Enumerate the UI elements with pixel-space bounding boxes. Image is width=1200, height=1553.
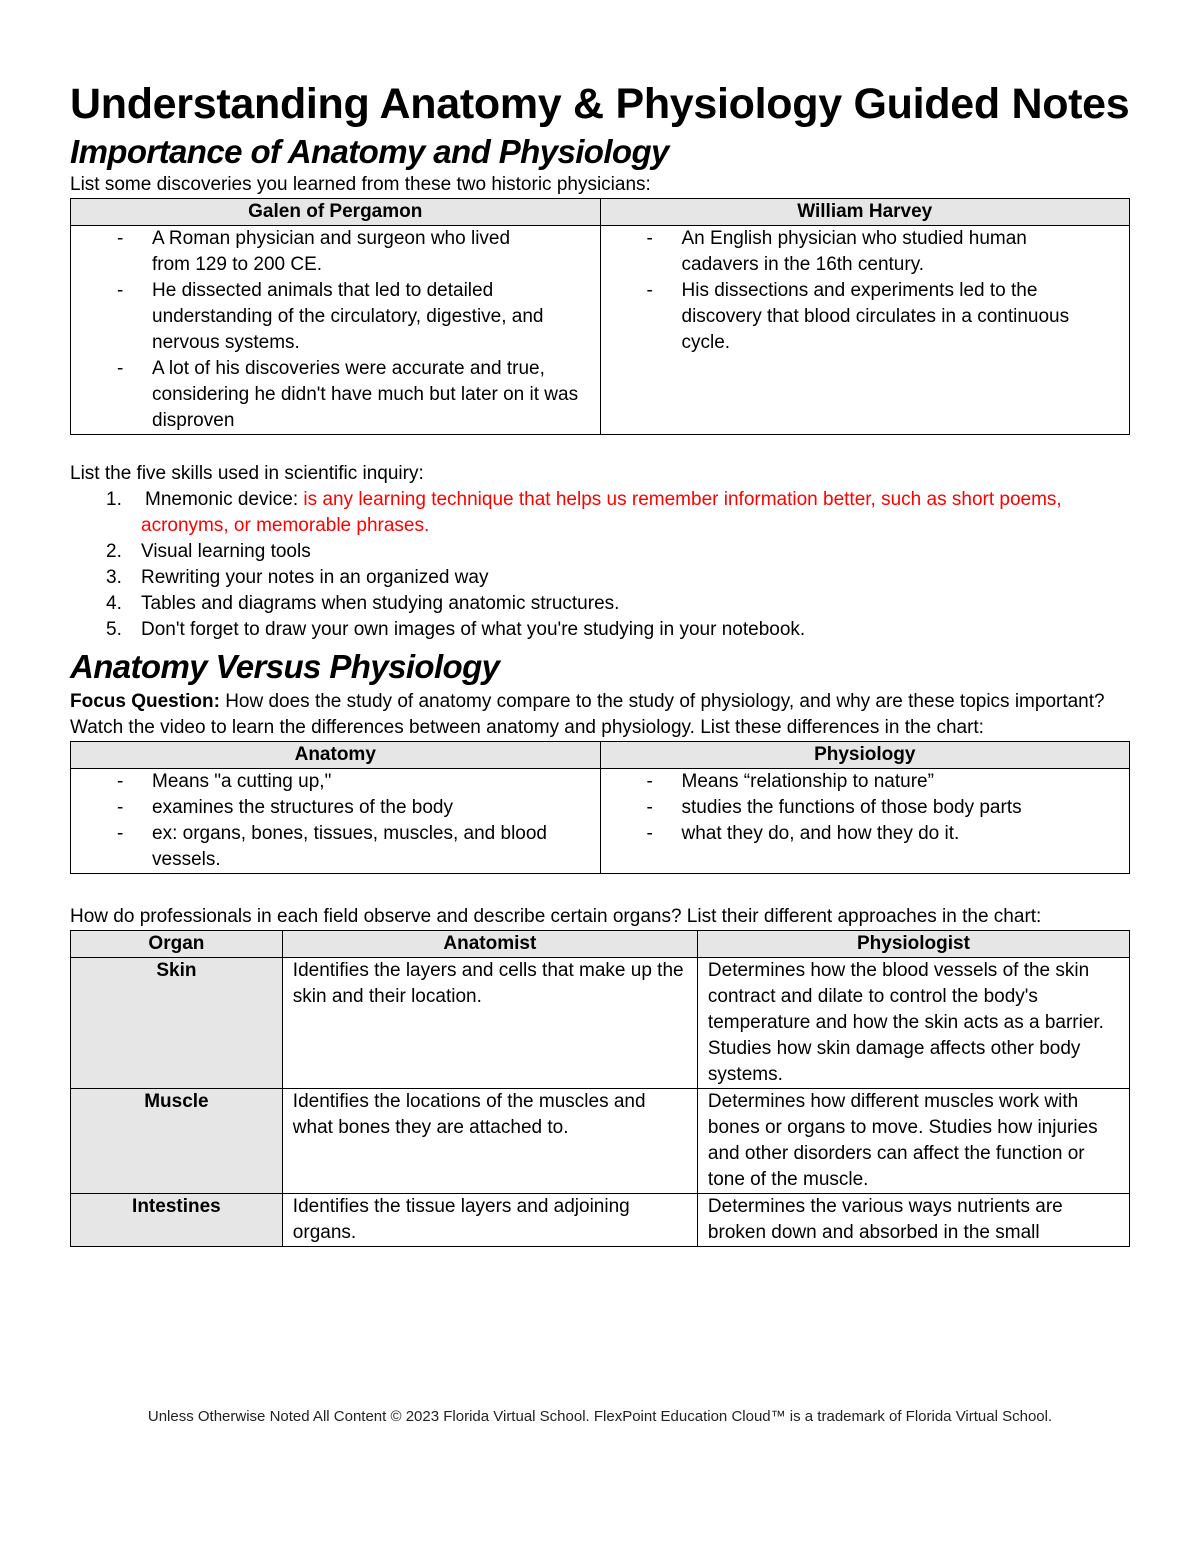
column-header-physiology: Physiology xyxy=(600,742,1130,769)
physiology-notes-list xyxy=(601,769,1122,847)
skill-number: 2. xyxy=(106,541,122,562)
video-prompt: Watch the video to learn the differences between anatomy and physiology. List these differences in the chart: xyxy=(70,717,984,738)
physicians-table xyxy=(70,198,1130,435)
column-header-harvey: William Harvey xyxy=(600,199,1130,226)
skill-number: 5. xyxy=(106,619,122,640)
skill-label: Tables and diagrams when studying anatomic structures. xyxy=(141,593,620,614)
skill-number: 4. xyxy=(106,593,122,614)
anatomist-cell: Identifies the tissue layers and adjoining organs. xyxy=(282,1194,697,1247)
list-item: - ex: organs, bones, tissues, muscles, and blood vessels. xyxy=(71,821,592,873)
organ-cell-intestines: Intestines xyxy=(71,1194,283,1247)
skill-label: Rewriting your notes in an organized way xyxy=(141,567,489,588)
physiology-notes-cell xyxy=(600,769,1130,874)
anatomist-cell: Identifies the layers and cells that make up the skin and their location. xyxy=(282,958,697,1089)
focus-question-label: Focus Question: xyxy=(70,691,220,712)
list-item: - A lot of his discoveries were accurate and true, considering he didn't have much but later on it was disproven xyxy=(71,356,592,434)
organ-cell-skin: Skin xyxy=(71,958,283,1089)
list-item: - examines the structures of the body xyxy=(71,795,592,821)
anatomy-notes-cell xyxy=(71,769,601,874)
skills-list xyxy=(70,487,1130,643)
list-item: - His dissections and experiments led to the discovery that blood circulates in a continuous cycle. xyxy=(601,278,1122,356)
organs-prompt: How do professionals in each field observe and describe certain organs? List their different approaches in the chart: xyxy=(70,906,1042,927)
harvey-notes-cell xyxy=(600,226,1130,435)
organ-cell-muscle: Muscle xyxy=(71,1089,283,1194)
galen-notes-list xyxy=(71,226,592,434)
anatomist-cell: Identifies the locations of the muscles and what bones they are attached to. xyxy=(282,1089,697,1194)
skill-label: Don't forget to draw your own images of what you're studying in your notebook. xyxy=(141,619,806,640)
column-header-anatomy: Anatomy xyxy=(71,742,601,769)
physicians-prompt: List some discoveries you learned from these two historic physicians: xyxy=(70,174,651,195)
list-item: - studies the functions of those body parts xyxy=(601,795,1122,821)
anatomy-physiology-table xyxy=(70,741,1130,874)
column-header-galen: Galen of Pergamon xyxy=(71,199,601,226)
skill-item-3 xyxy=(70,565,1130,591)
list-item: - Means "a cutting up," xyxy=(71,769,592,795)
physiologist-cell: Determines the various ways nutrients are broken down and absorbed in the small xyxy=(697,1194,1129,1247)
list-item: - He dissected animals that led to detailed understanding of the circulatory, digestive, and nervous systems. xyxy=(71,278,592,356)
list-item: - A Roman physician and surgeon who lived from 129 to 200 CE. xyxy=(71,226,592,278)
comparison-table-row xyxy=(71,769,1130,874)
table-row xyxy=(71,1194,1130,1247)
physicians-table-header-row xyxy=(71,199,1130,226)
list-item: - what they do, and how they do it. xyxy=(601,821,1122,847)
section-heading-anatomy-vs-physiology: Anatomy Versus Physiology xyxy=(70,648,500,685)
organs-table xyxy=(70,930,1130,1247)
copyright-footer: Unless Otherwise Noted All Content © 2023 Florida Virtual School. FlexPoint Education Cloud™ is a trademark of Florida Virtual School. xyxy=(147,1408,1053,1425)
skill-number: 1. xyxy=(106,489,122,510)
focus-question xyxy=(70,689,1130,715)
document-page xyxy=(70,78,1130,1247)
document-title: Understanding Anatomy & Physiology Guided Notes xyxy=(70,80,1130,128)
skill-item-5 xyxy=(70,617,1130,643)
table-row xyxy=(71,1089,1130,1194)
section-heading-importance: Importance of Anatomy and Physiology xyxy=(70,133,669,170)
organs-table-header-row xyxy=(71,931,1130,958)
skill-number: 3. xyxy=(106,567,122,588)
skills-prompt: List the five skills used in scientific inquiry: xyxy=(70,463,424,484)
focus-question-text: How does the study of anatomy compare to the study of physiology, and why are these topics important? xyxy=(225,691,1105,712)
physiologist-cell: Determines how the blood vessels of the skin contract and dilate to control the body's temperature and how the skin acts as a barrier. Studies how skin damage affects other body systems. xyxy=(697,958,1129,1089)
skill-label: Visual learning tools xyxy=(141,541,311,562)
anatomy-notes-list xyxy=(71,769,592,873)
physiologist-cell: Determines how different muscles work with bones or organs to move. Studies how injuries and other disorders can affect the function or tone of the muscle. xyxy=(697,1089,1129,1194)
comparison-table-header-row xyxy=(71,742,1130,769)
galen-notes-cell xyxy=(71,226,601,435)
table-row xyxy=(71,958,1130,1089)
harvey-notes-list xyxy=(601,226,1122,356)
skill-answer: is any learning technique that helps us remember information better, such as short poems, acronyms, or memorable phrases. xyxy=(141,489,1062,536)
skill-label: Mnemonic device: xyxy=(145,489,299,510)
list-item: - An English physician who studied human cadavers in the 16th century. xyxy=(601,226,1122,278)
skill-item-2 xyxy=(70,539,1130,565)
skill-item-4 xyxy=(70,591,1130,617)
column-header-anatomist: Anatomist xyxy=(282,931,697,958)
skill-item-1 xyxy=(70,487,1130,539)
column-header-physiologist: Physiologist xyxy=(697,931,1129,958)
physicians-table-row xyxy=(71,226,1130,435)
column-header-organ: Organ xyxy=(71,931,283,958)
list-item: - Means “relationship to nature” xyxy=(601,769,1122,795)
